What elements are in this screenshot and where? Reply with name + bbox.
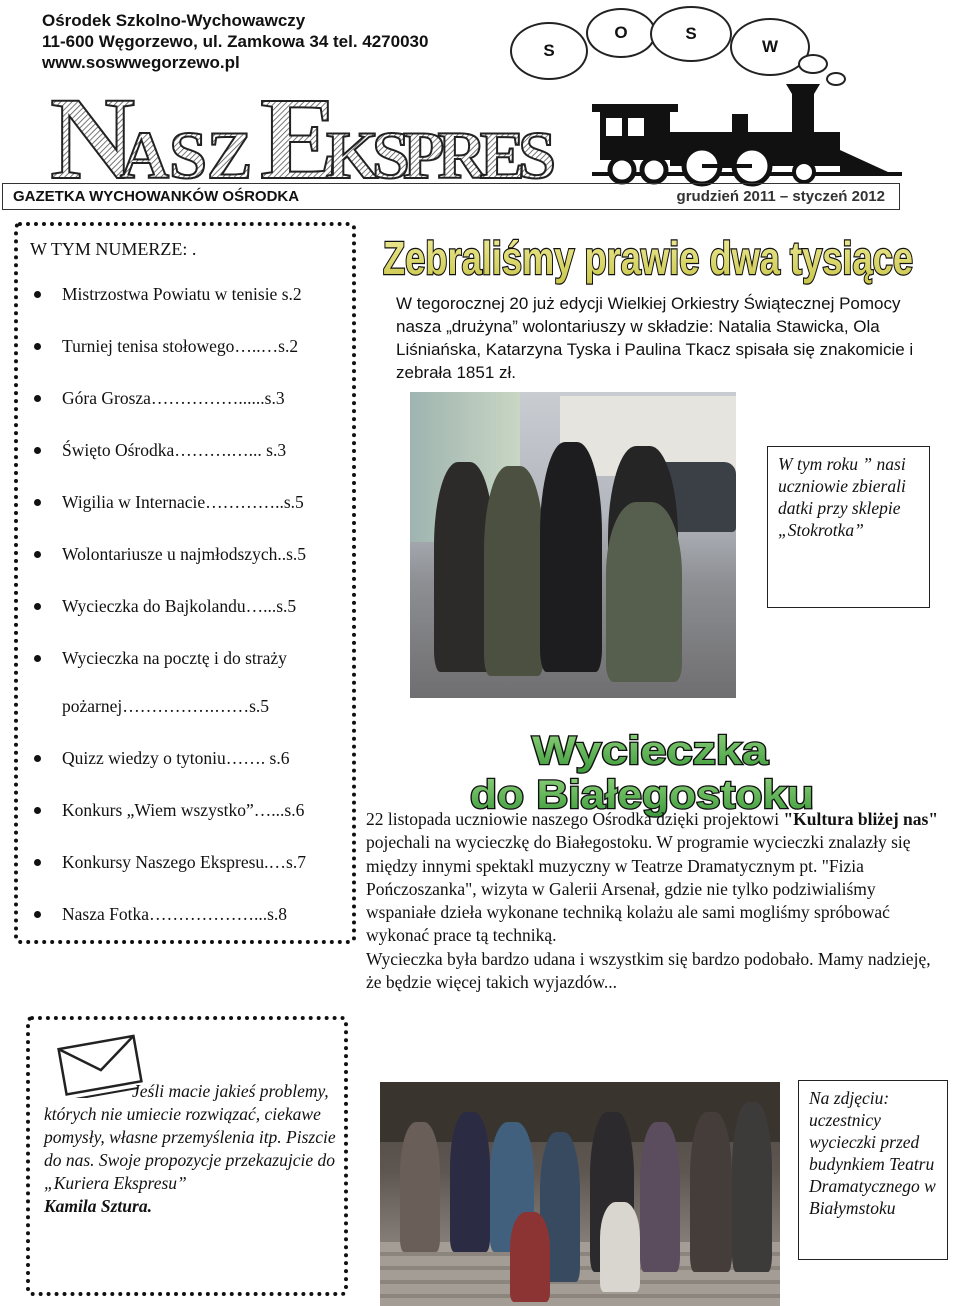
article2-headline-line1: Wycieczka (532, 729, 769, 773)
toc-title: W TYM NUMERZE: . (30, 239, 197, 259)
article1-text: W tegorocznej 20 już edycji Wielkiej Orkiestry Świątecznej Pomocy nasza „drużyna” wolontariuszy w składzie: Natalia Stawicka, Ola Liśniańska, Katarzyna Tyska i Paulina Tkacz spisała się znakomicie i zebrała 1851 zł. (396, 294, 914, 382)
cloud-1: S (510, 22, 588, 80)
person (484, 466, 544, 676)
locomotive-illustration (592, 80, 902, 190)
toc-item-label: Wycieczka na pocztę i do straży (62, 648, 287, 668)
toc-item-label: Konkurs „Wiem wszystko”…...s.6 (62, 800, 305, 820)
toc-item[interactable] (30, 798, 350, 822)
person (400, 1122, 440, 1252)
issue-date: grudzień 2011 – styczeń 2012 (676, 188, 885, 205)
toc-item-label: Góra Grosza……………......s.3 (62, 388, 285, 408)
subtitle-bar (2, 183, 900, 210)
publication-subtitle: GAZETKA WYCHOWANKÓW OŚRODKA (13, 188, 300, 205)
bullet-icon (34, 807, 41, 814)
person (450, 1112, 490, 1252)
author-signature: Kamila Sztura. (44, 1196, 152, 1216)
toc-item-label: Turniej tenisa stołowego…..…s.2 (62, 336, 299, 356)
bullet-icon (34, 603, 41, 610)
contact-message (44, 1080, 340, 1218)
cloud-2: O (586, 8, 656, 58)
person (540, 442, 602, 672)
toc-item-label: Nasza Fotka………………...s.8 (62, 904, 288, 924)
article1-headline-text: Zebraliśmy prawie dwa tysiące (383, 232, 913, 284)
bullet-icon (34, 551, 41, 558)
toc-item-label: Wigilia w Internacie…………..s.5 (62, 492, 304, 512)
article2-headline (466, 726, 818, 818)
toc-item-label: Wycieczka do Bajkolandu…...s.5 (62, 596, 297, 616)
toc-item[interactable] (30, 438, 350, 462)
bullet-icon (34, 859, 41, 866)
header-address-block (42, 10, 428, 73)
masthead-big-n: N (50, 78, 136, 188)
bullet-icon (34, 343, 41, 350)
person (510, 1212, 550, 1302)
masthead-kspres: KSPRES (326, 117, 556, 188)
contact-text: Jeśli macie jakieś problemy, których nie umiecie rozwiązać, ciekawe pomysły, własne przemyślenia itp. Piszcie do nas. Swoje propozycje przekazujcie do „Kuriera Ekspresu” (44, 1081, 336, 1193)
toc-item[interactable] (30, 902, 350, 926)
toc-item-label: Konkursy Naszego Ekspresu.…s.7 (62, 852, 306, 872)
cloud-4: W (730, 18, 810, 76)
masthead-title (50, 78, 570, 188)
person (640, 1122, 680, 1272)
article1-photo-caption: W tym roku ” nasi uczniowie zbierali datki przy sklepie „Stokrotka” (767, 446, 930, 608)
bullet-icon (34, 911, 41, 918)
bullet-icon (34, 655, 41, 662)
volunteers-photo (410, 392, 736, 698)
trip-group-photo (380, 1082, 780, 1306)
article2-text (366, 808, 946, 994)
toc-item-label: Quizz wiedzy o tytoniu……. s.6 (62, 748, 290, 768)
person (690, 1112, 732, 1272)
article2-photo-caption: Na zdjęciu: uczestnicy wycieczki przed budynkiem Teatru Dramatycznego w Białymstoku (798, 1080, 948, 1260)
org-website[interactable]: www.soswwegorzewo.pl (42, 53, 240, 72)
article2-text-intro: 22 listopada uczniowie naszego Ośrodka dzięki projektowi (366, 809, 784, 829)
toc-item[interactable] (30, 646, 350, 670)
org-address: 11-600 Węgorzewo, ul. Zamkowa 34 tel. 4270030 (42, 32, 429, 51)
cloud-5 (798, 54, 828, 74)
toc-item[interactable] (30, 542, 350, 566)
toc-item[interactable] (30, 334, 350, 358)
toc-item[interactable] (30, 490, 350, 514)
toc-item[interactable] (30, 746, 350, 770)
toc-item[interactable] (30, 850, 350, 874)
cloud-3: S (650, 6, 732, 62)
toc-item-continued[interactable] (30, 694, 350, 718)
org-name: Ośrodek Szkolno-Wychowawczy (42, 11, 306, 30)
toc-item-label: pożarnej…………….……s.5 (62, 696, 270, 716)
person (600, 1202, 640, 1292)
masthead-asz: ASZ (120, 117, 253, 188)
bullet-icon (34, 499, 41, 506)
article2-text-body: pojechali na wycieczkę do Białegostoku. W programie wycieczki znalazły się między innymi spektakl muzyczny w Teatrze Dramatycznym pt. "Fizia Pończoszanka", wizyta w Galerii Arsenał, gdzie nie tylko podziwialiśmy wspaniałe dzieła wykonane techniką kolażu ale sami mogliśmy spróbować wykonać prace tą techniką. (366, 832, 911, 946)
toc-item[interactable] (30, 282, 350, 306)
toc-item-label: Święto Ośrodka……….…... s.3 (62, 440, 287, 460)
bullet-icon (34, 395, 41, 402)
bullet-icon (34, 447, 41, 454)
article2-text-closing: Wycieczka była bardzo udana i wszystkim się bardzo podobało. Mamy nadzieję, że będzie więcej takich wyjazdów... (366, 948, 931, 993)
person (606, 502, 682, 682)
article2-headline-line2: do Białegostoku (470, 773, 814, 817)
toc-item[interactable] (30, 594, 350, 618)
contact-box (26, 1016, 348, 1296)
toc-item-label: Mistrzostwa Powiatu w tenisie s.2 (62, 284, 302, 304)
toc-list (30, 272, 350, 926)
bullet-icon (34, 291, 41, 298)
masthead-big-e: E (260, 78, 339, 188)
bullet-icon (34, 755, 41, 762)
project-name: "Kultura bliżej nas" (783, 809, 939, 829)
article1-headline (378, 226, 918, 286)
toc-item[interactable] (30, 386, 350, 410)
toc-item-label: Wolontariusze u najmłodszych..s.5 (62, 544, 307, 564)
person (732, 1102, 772, 1272)
table-of-contents (14, 222, 356, 944)
